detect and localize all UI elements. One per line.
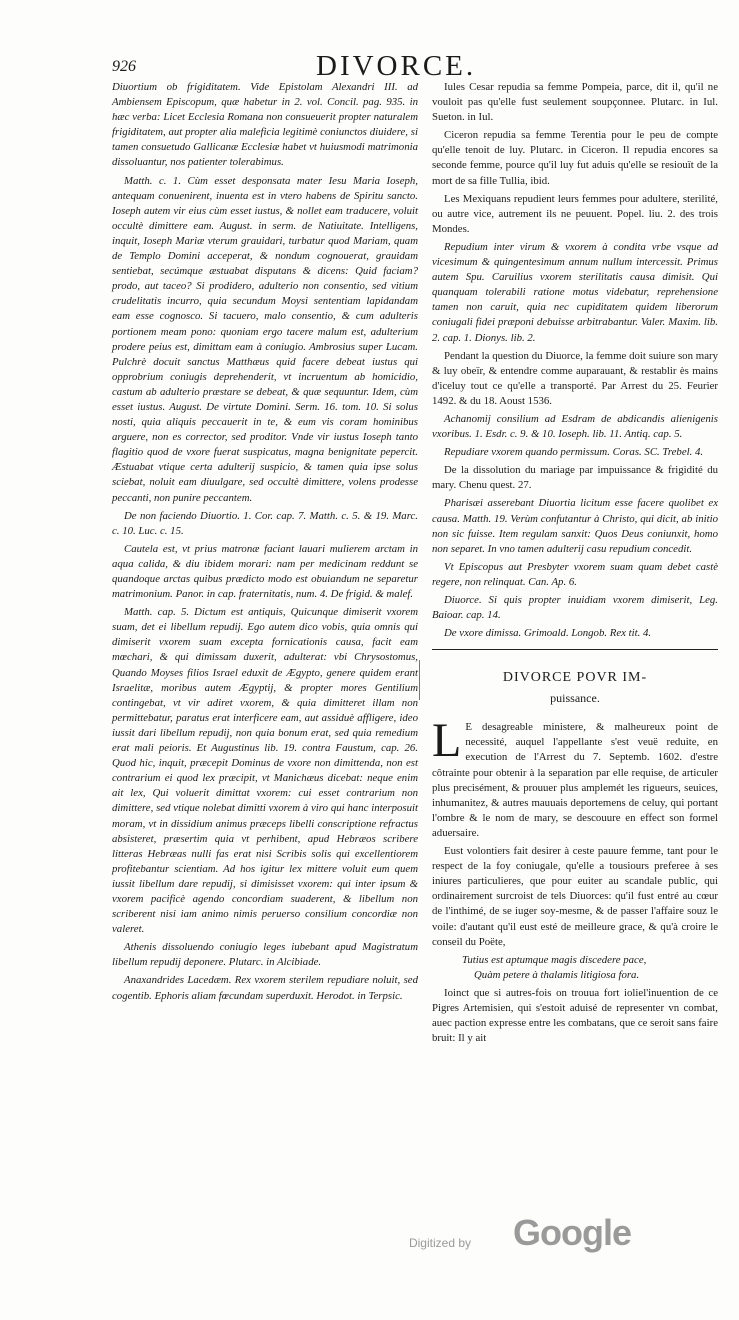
right-column-entry: Repudiare vxorem quando permissum. Coras. SC. Trebel. 4. — [444, 446, 704, 459]
right-column — [432, 80, 718, 1049]
section-first-paragraph — [432, 714, 718, 841]
column-separator — [419, 660, 420, 700]
left-column-entry: De non faciendo Diuortio. 1. Cor. cap. 7. Matth. c. 5. & 19. Marc. c. 10. Luc. c. 15. — [112, 509, 418, 537]
right-column-entry: De la dissolution du mariage par impuissance & frigidité du mary. Chenu quest. 27. — [432, 464, 718, 492]
verse-line-2: Quàm petere à thalamis litigiosa fora. — [474, 968, 640, 981]
right-column-entry: Les Mexiquans repudient leurs femmes pour adultere, sterilité, ou autre vice, autrement ils ne peuuent. Popel. liu. 2. des trois Mondes. — [432, 192, 718, 235]
right-column-entry: Iules Cesar repudia sa femme Pompeia, parce, dit il, qu'il ne vouloit pas qu'elle fust seulement soupçonnee. Plutarc. in Iul. Sueton. in Iul. — [432, 81, 718, 124]
right-column-entries — [432, 80, 718, 641]
right-column-entry: Diuorce. Si quis propter inuidiam vxorem dimiserit, Leg. Baioar. cap. 14. — [432, 594, 718, 622]
google-logo: Google — [513, 1212, 631, 1253]
digitized-by-text: Digitized by — [408, 1236, 471, 1250]
section-title-line1: DIVORCE POVR IM- — [502, 670, 648, 686]
right-column-entry: De vxore dimissa. Grimoald. Longob. Rex tit. 4. — [444, 627, 652, 640]
section-title — [432, 668, 718, 708]
left-column — [112, 80, 418, 1007]
drop-cap: L — [432, 714, 462, 768]
verse-line-1: Tutius est aptumque magis discedere pace, — [462, 953, 647, 966]
running-title: DIVORCE. — [316, 50, 477, 82]
right-column-entry: Pendant la question du Diuorce, la femme doit suiure son mary & luy obeïr, & entendre comme auparauant, & restablir ès mains d'iceluy tout ce qu'elle a transporté. Par Arrest du 25. Feurier 1492. & du 18. Aoust 1536. — [432, 349, 718, 407]
left-column-entry: Matth. cap. 5. Dictum est antiquis, Quicunque dimiserit vxorem suam, det ei libellum repudij. Ego autem dico vobis, quia omnis qui dimiserit vxorem suam excepta fornicationis causa, facit eam mœchari, & qui dimissam duxerit, adulterat: vbi Chrysostomus, Quando Moyses filios Israel eduxit de Ægypto, genere quidem erant Israelitæ, moribus autem Ægyptij, & propter mores Gentilium contingebat, vt vir adiret vxorem, & quia dimitteret illam non permittebatur, paratus erat interficere eam, aut assiduè affligere, ideo iussit dari libellum repudij, non quia bonum erat, sed quia remedium erat mali peioris. Et Augustinus lib. 19. contra Faustum, cap. 26. Quod hic, inquit, præcepit Dominus de vxore non dimittenda, non est contrarium ei quod lex præcipit, vt Manichæus dicebat: neque enim ait lex, Qui voluerit dimittat vxorem: cui esset contrarium non dimittere, sed vtique nolebat dimitti vxorem à viro qui hanc interposuit moram, vt in dissidium animus præceps libelli conscriptione refractus absisteret, præsertim quia vt perhibent, apud Hebræos scribere litteras Hebræas nulli fas erat nisi Scribis solis qui excellentiorem profitebantur scientiam. Ad hos igitur lex mittere voluit eum quem iussit libellum dare repudij, si dimisisset vxorem: qui inter ipsum & vxorem pacificè agendo concordiam suaderent, & libellum non scriberent nisi iam animo nimis peruerso consilium concordiæ non valeret. — [112, 606, 418, 936]
left-column-entry: Matth. c. 1. Cùm esset desponsata mater Iesu Maria Ioseph, antequam conuenirent, inuenta est in vtero habens de Spiritu sancto. Ioseph autem vir eius cùm esset iustus, & nollet eam traducere, voluit occultè dimittere eam. August. in serm. de Natiuitate. Intelligens, inquit, Ioseph Mariæ vterum grauidari, turbatur quod Mariam, quam de Templo Domini acceperat, & nondum cognouerat, grauidam sentiebat, secúmque æstuabat disputans & dicens: Quid faciam? prodo, aut taceo? Si prodidero, adulterio non consentio, sed vitium crudelitatis incurro, quia secundum Moysi sententiam lapidandam eam esse cognosco. Si tacuero, malo consentio, & cum adulteris portionem meam pono: quoniam ergo tacere malum est, adulterium prodere peius est, dimittam eam à coniugio. Ambrosius super Lucam. Pulchrè docuit sanctus Matthæus quid facere debeat iustus qui opprobrium coniugis deprehenderit, vt incruentum ab homicidio, castum ab adulterio præstare se debeat, & quæ sequuntur. Idem, cùm esset iustus. August. De virtute Domini. Serm. 16. tom. 10. Si solus nosti, quia aliquis peccauerit in te, & eum vis coram hominibus arguere, non es corrector, sed proditor. Vnde vir iustus Ioseph tanto flagitio quod de vxore fuerat suspicatus, magna benignitate pepercit. Æstuabat vtique certa adulterij suspicio, & tamen quia ipse solus sciebat, noluit eam diuulgare, sed occultè dimittere, volens prodesse peccanti, non punire peccantem. — [112, 174, 418, 504]
section-second-paragraph: Eust volontiers fait desirer à ceste pauure femme, tant pour le respect de la foy coniugale, qu'elle a tousiours preferee à ses iniures particulieres, que pour euiter au scandale public, qui ordinairement surcroist de tels Diuorces: qu'il fust entré au cœur de l'inthimé, de se iuger soy-mesme, & de passer l'affaire souz le voile: d'autant qu'il eust esté de meilleure grace, & qu'à croire le conseil du Poëte, — [432, 845, 718, 948]
section-title-line2: puissance. — [550, 691, 600, 706]
left-column-entry: Cautela est, vt prius matronæ faciant lauari mulierem arctam in aqua calida, & diu ibidem morari: nam per medicinam reddunt se quandoque arctas quibus prædicto modo est obuiandum ne separetur matrimonium. Panor. in cap. fraternitatis, num. 4. De frigid. & malef. — [112, 542, 418, 601]
page-number: 926 — [112, 58, 136, 75]
right-column-entry: Vt Episcopus aut Presbyter vxorem suam quam debet castè regere, non relinquat. Can. Ap. 6. — [432, 560, 718, 588]
left-column-entry: Diuortium ob frigiditatem. Vide Epistolam Alexandri III. ad Ambiensem Episcopum, quæ habetur in 2. vol. Concil. pag. 935. in hæc verba: Licet Ecclesia Romana non consueuerit propter naturalem frigiditatem, aut propter alia maleficia legitimè coniunctos diuidere, si tamen consuetudo Gallicanæ Ecclesiæ habet vt huiusmodi matrimonia dissoluantur, nos patienter tolerabimus. — [112, 81, 418, 169]
section-rule — [432, 649, 718, 650]
section-closing-paragraph: Ioinct que si autres-fois on trouua fort ioliel'inuention de ce Pigres Artemisien, qui s'estoit aduisé de representer vn combat, auec paction expresse entre les combatans, que ce seroit sans faire bruit: Il y ait — [432, 986, 718, 1045]
right-column-entry: Pharisæi asserebant Diuortia licitum esse facere quolibet ex causa. Matth. 19. Verùm confutantur à Christo, qui dicit, ab initio non sic fuisse. Item regulam sanxit: Quos Deus coniunxit, homo non separet. In vno tamen adulterij casu repudium concedit. — [432, 497, 718, 555]
right-column-entry: Achanomij consilium ad Esdram de abdicandis alienigenis vxoribus. 1. Esdr. c. 9. & 10. Ioseph. lib. 11. Antiq. cap. 5. — [432, 412, 718, 441]
section-first-paragraph-text: E desagreable ministere, & malheureux point de necessité, auquel l'appellante s'est veuë reduite, en execution de l'Arrest du 7. Septemb. 1602. d'estre côtrainte pour obtenir à la separation par elle requise, de articuler plus precisément, & prouuer plus amplemét les rigueurs, seuices, inhumanitez, & autres mauuais deportemens de celuy, qui portant l'ombre & le nom de mary, se descouure en effect son formel aduersaire. — [432, 721, 718, 839]
left-column-entry: Anaxandrides Lacedæm. Rex vxorem sterilem repudiare noluit, sed cogentib. Ephoris aliam fœcundam superduxit. Herodot. in Terpsic. — [112, 974, 418, 1002]
right-column-entry: Repudium inter virum & vxorem à condita vrbe vsque ad vicesimum & quingentesimum annum nullum intercessit. Primus autem Spu. Caruilius vxorem sterilitatis causa dimisit. Qui quanquam tolerabili ratione motus videbatur, reprehensione tamen non caruit, quia nec cupiditatem quidem liberorum coniugali fidei præponi debuisse arbitrabantur. Valer. Maxim. lib. 2. cap. 1. Dionys. lib. 2. — [432, 240, 718, 344]
right-column-entry: Ciceron repudia sa femme Terentia pour le peu de compte qu'elle tenoit de luy. Plutarc. in Ciceron. Il repudia encores sa seconde femme, pource qu'il luy fut aduis qu'elle se resiouït de la mort de sa fille Tullia, ibid. — [432, 129, 718, 187]
left-column-entry: Athenis dissoluendo coniugio leges iubebant apud Magistratum libellum repudij deponere. Plutarc. in Alcibiade. — [112, 941, 418, 969]
